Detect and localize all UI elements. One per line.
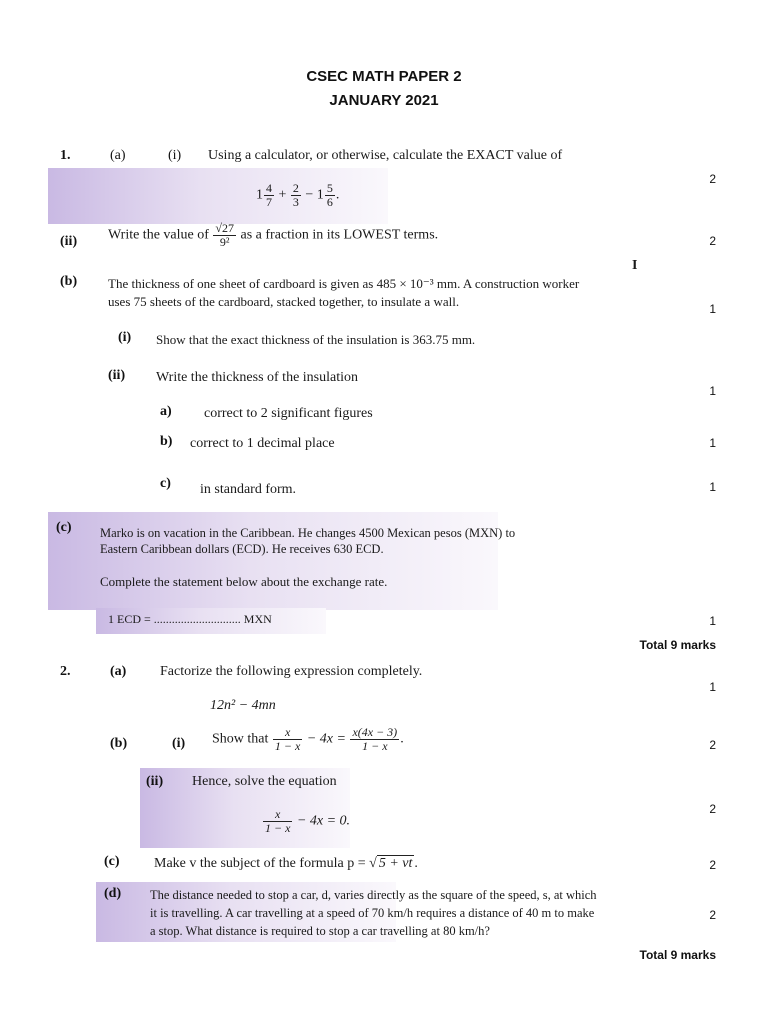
q1aii-marks: 2: [709, 234, 716, 248]
q2-total: Total 9 marks: [639, 948, 716, 962]
q2bi-label: (i): [172, 736, 186, 751]
q2d-line2: it is travelling. A car travelling at a speed of 70 km/h requires a distance of 40 m to make: [150, 906, 595, 920]
q1bi-text: Show that the exact thickness of the insulation is 363.75 mm.: [156, 332, 476, 347]
q1b-label: (b): [60, 274, 78, 289]
q1biia-text: correct to 2 significant figures: [204, 406, 373, 421]
q2d-line1: The distance needed to stop a car, d, varies directly as the square of the speed, s, at which: [150, 888, 597, 902]
q2d-label: (d): [104, 886, 122, 901]
q1b-marks: 1: [709, 302, 716, 316]
q1c-marks: 1: [709, 614, 716, 628]
q1c-line1: Marko is on vacation in the Caribbean. He changes 4500 Mexican pesos (MXN) to: [100, 526, 516, 540]
q1ai-label: (i): [168, 148, 182, 163]
q1biib-marks: 1: [709, 436, 716, 450]
q2bii-label: (ii): [146, 774, 164, 789]
q1ai-text: Using a calculator, or otherwise, calculate the EXACT value of: [208, 148, 563, 163]
page-title: CSEC MATH PAPER 2: [306, 68, 462, 85]
q2bii-equation: $\frac{x}{1 - x}$ − 4x = 0.: [265, 807, 351, 835]
page-subtitle: JANUARY 2021: [329, 92, 439, 109]
q2a-label: (a): [110, 664, 127, 679]
q1bi-label: (i): [118, 330, 132, 345]
q1-total: Total 9 marks: [639, 638, 716, 652]
q1aii-text: Write the value of $\frac{√27}{\text{9²}}$ as a fraction in its LOWEST terms.: [108, 221, 439, 249]
q1biic-label: c): [160, 476, 171, 491]
q2bii-marks: 2: [709, 802, 716, 816]
q1b-line1: The thickness of one sheet of cardboard is given as 485 × 10⁻³ mm. A construction worker: [108, 276, 580, 291]
q1c-line3: Complete the statement below about the exchange rate.: [100, 574, 388, 589]
q1aii-label: (ii): [60, 234, 78, 249]
q1biic-marks: 1: [709, 480, 716, 494]
q1c-label: (c): [56, 520, 72, 535]
q2b-label: (b): [110, 736, 128, 751]
q2-number: 2.: [60, 664, 71, 679]
q1b-line2: uses 75 sheets of the cardboard, stacked together, to insulate a wall.: [108, 294, 460, 309]
q2a-text: Factorize the following expression completely.: [160, 664, 423, 679]
q1ai-expression: 1 $\frac{4}{7}$ + $\frac{2}{3}$ − 1 $\frac{5}{6}$ .: [256, 181, 340, 209]
q1a-label: (a): [110, 148, 126, 163]
q1bii-label: (ii): [108, 368, 126, 383]
q1c-statement: 1 ECD = ............................. MXN: [108, 612, 272, 626]
q2bi-marks: 2: [709, 738, 716, 752]
q2c-text: Make v the subject of the formula p = √ 5 + vt .: [154, 856, 418, 871]
q2d-marks: 2: [709, 908, 716, 922]
q2a-marks: 1: [709, 680, 716, 694]
q2a-expression: 12n² − 4mn: [210, 698, 276, 713]
q1-number: 1.: [60, 148, 71, 163]
q1bii-text: Write the thickness of the insulation: [156, 370, 359, 385]
q1c-line2: Eastern Caribbean dollars (ECD). He receives 630 ECD.: [100, 542, 384, 556]
q2c-label: (c): [104, 854, 120, 869]
q2bii-text: Hence, solve the equation: [192, 774, 337, 789]
q1biib-label: b): [160, 434, 173, 449]
q1biic-text: in standard form.: [200, 482, 297, 497]
q1bii-marks: 1: [709, 384, 716, 398]
q1biia-label: a): [160, 404, 172, 419]
q2d-line3: a stop. What distance is required to stop a car travelling at 80 km/h?: [150, 924, 490, 938]
q1ai-marks: 2: [709, 172, 716, 186]
q1biib-text: correct to 1 decimal place: [190, 436, 335, 451]
stray-mark: I: [632, 258, 638, 273]
q2c-marks: 2: [709, 858, 716, 872]
q2bi-expression: Show that $\frac{x}{1 - x}$ − 4x = $\frac{x(4x - 3)}{1 - x}$ .: [212, 725, 404, 753]
